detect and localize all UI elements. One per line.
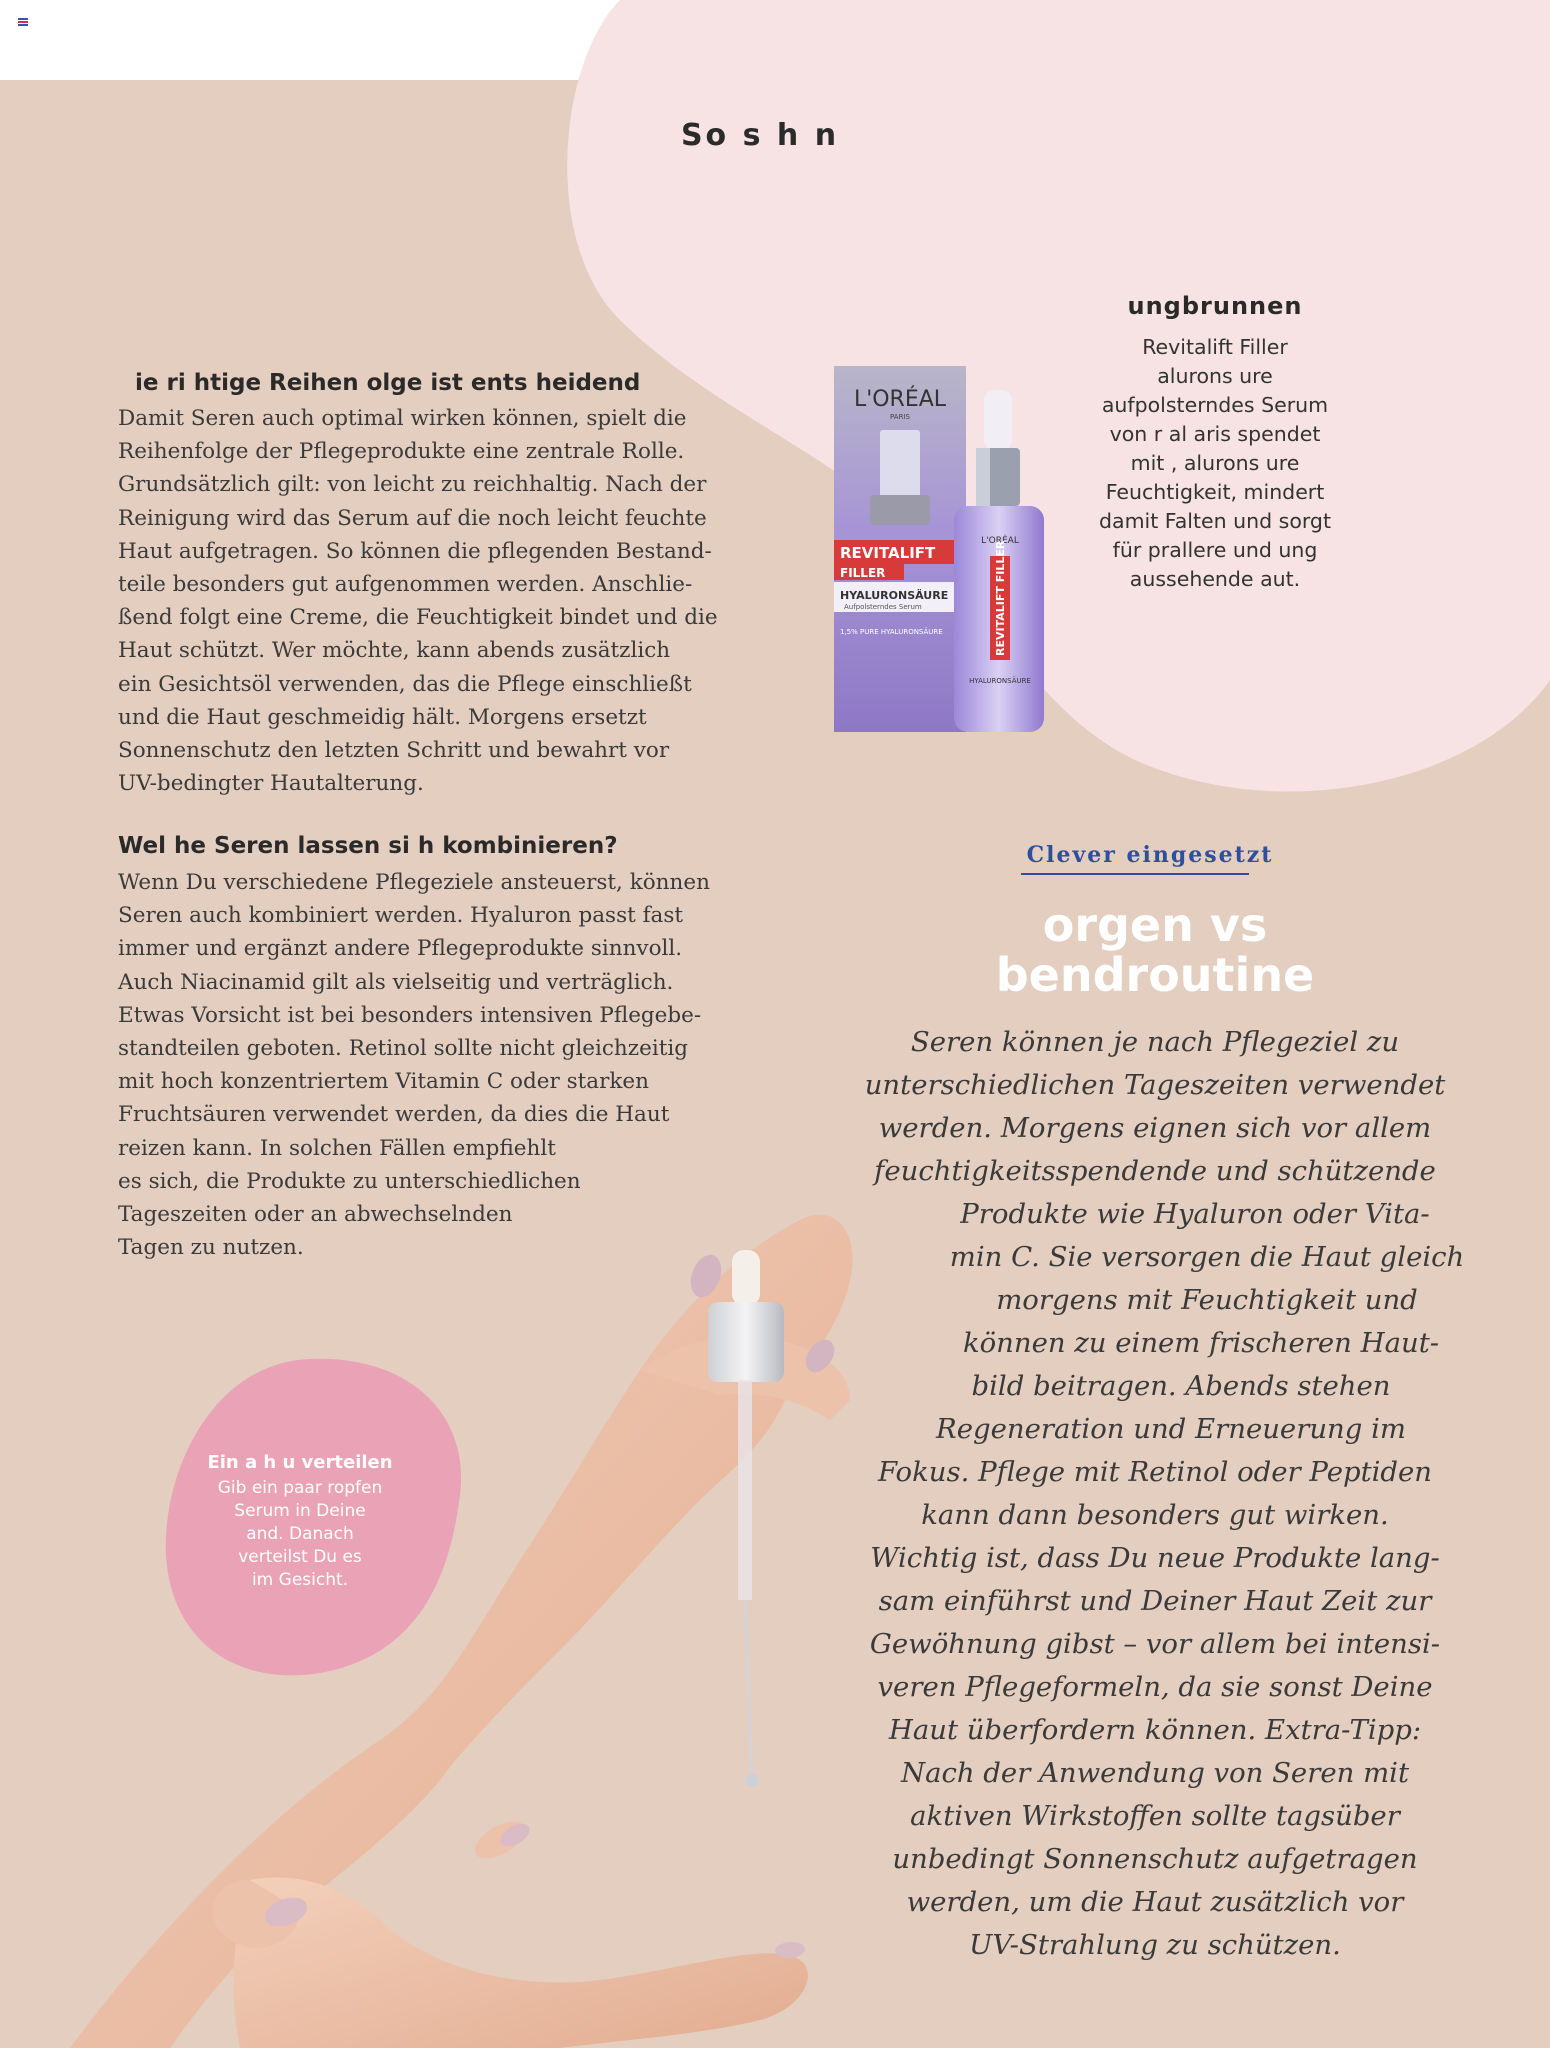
kicker-underline (1021, 873, 1249, 875)
hamburger-menu-icon[interactable] (18, 18, 28, 26)
feature-line: aktiven Wirkstoffen sollte tagsüber (910, 1800, 1400, 1832)
product-line: für prallere und ung (1112, 538, 1318, 562)
tip-line: Gib ein paar ropfen (217, 1478, 383, 1498)
box-band-3: HYALURONSÄURE (840, 589, 949, 602)
feature-line: werden, um die Haut zusätzlich vor (906, 1886, 1404, 1918)
product-line: damit Falten und sorgt (1099, 509, 1331, 533)
body-line: ßend folgt eine Creme, die Feuchtigkeit bindet und die (118, 605, 718, 631)
feature-title-line-2: bendroutine (995, 948, 1315, 1002)
section-heading-combine: Wel he Seren lassen si h kombinieren? (118, 833, 618, 859)
product-box (834, 366, 966, 732)
bottle-brand: L'ORÉAL (981, 536, 1019, 546)
feature-line: morgens mit Feuchtigkeit und (996, 1284, 1418, 1316)
product-line: aufpolsterndes Serum (1101, 393, 1329, 417)
product-line: Feuchtigkeit, mindert (1105, 480, 1325, 504)
body-line: es sich, die Produkte zu unterschiedlichen (118, 1168, 581, 1194)
body-line: Auch Niacinamid gilt als vielseitig und verträglich. (118, 969, 674, 995)
feature-line: Fokus. Pflege mit Retinol oder Peptiden (877, 1456, 1433, 1488)
feature-line: kann dann besonders gut wirken. (921, 1499, 1389, 1531)
dropper-icon (708, 1250, 784, 1787)
feature-line: Produkte wie Hyaluron oder Vita- (960, 1198, 1430, 1230)
box-brand-sub: PARIS (890, 413, 910, 421)
body-line: ein Gesichtsöl verwenden, das die Pflege einschließt (118, 671, 692, 697)
section-heading-order: ie ri htige Reihen olge ist ents heidend (135, 370, 641, 396)
feature-line: Haut überfordern können. Extra-Tipp: (888, 1714, 1422, 1746)
body-line: Wenn Du verschiedene Pflegeziele ansteuerst, können (118, 870, 710, 895)
body-line: Haut aufgetragen. So können die pflegenden Bestand- (118, 538, 712, 564)
feature-line: sam einführst und Deiner Haut Zeit zur (878, 1585, 1432, 1617)
tip-line: Serum in Deine (234, 1501, 366, 1521)
box-band-2: FILLER (840, 566, 886, 580)
bottle-band: REVITALIFT FILLER (994, 540, 1007, 656)
feature-line: unterschiedlichen Tageszeiten verwendet (864, 1069, 1446, 1101)
feature-line: UV-Strahlung zu schützen. (969, 1929, 1341, 1961)
product-line: von r al aris spendet (1109, 422, 1321, 446)
body-line: Reihenfolge der Pflegeprodukte eine zentrale Rolle. (118, 439, 685, 465)
tip-line: im Gesicht. (251, 1570, 349, 1590)
feature-line: veren Pflegeformeln, da sie sonst Deine (877, 1671, 1433, 1703)
feature-line: unbedingt Sonnenschutz aufgetragen (892, 1843, 1418, 1875)
box-band-4: Aufpolsterndes Serum (844, 603, 922, 611)
tip-line: and. Danach (246, 1524, 354, 1544)
product-line: mit , alurons ure (1130, 451, 1300, 475)
section-kicker: Clever eingesetzt (1026, 842, 1274, 868)
product-image (830, 360, 1090, 760)
body-line: Etwas Vorsicht ist bei besonders intensiven Pflegebe- (118, 1002, 702, 1028)
body-line: mit hoch konzentriertem Vitamin C oder starken (118, 1069, 649, 1095)
box-band-5: 1,5% PURE HYALURONSÄURE (840, 628, 943, 636)
feature-line: feuchtigkeitsspendende und schützende (874, 1155, 1436, 1187)
box-brand: L'ORÉAL (853, 387, 947, 412)
feature-title-line-1: orgen vs (1042, 898, 1268, 952)
body-line: Grundsätzlich gilt: von leicht zu reichhaltig. Nach der (118, 472, 707, 498)
body-line: Tageszeiten oder an abwechselnden (118, 1202, 513, 1228)
product-bottle (954, 390, 1044, 732)
bottle-text: HYALURONSÄURE (969, 677, 1031, 685)
feature-line: können zu einem frischeren Haut- (962, 1327, 1440, 1359)
body-line: und die Haut geschmeidig hält. Morgens ersetzt (118, 704, 647, 730)
body-line: teile besonders gut aufgenommen werden. Anschlie- (118, 572, 693, 598)
feature-line: Nach der Anwendung von Seren mit (901, 1757, 1409, 1789)
body-line: Haut schützt. Wer möchte, kann abends zusätzlich (118, 638, 671, 664)
box-band-1: REVITALIFT (840, 544, 936, 562)
body-line: Damit Seren auch optimal wirken können, spielt die (118, 406, 687, 431)
body-line: Reinigung wird das Serum auf die noch leicht feuchte (118, 505, 707, 531)
body-line: UV-bedingter Hautalterung. (118, 771, 424, 797)
product-line: alurons ure (1157, 364, 1273, 388)
feature-line: Seren können je nach Pflegeziel zu (910, 1026, 1400, 1058)
product-line: aussehende aut. (1129, 567, 1301, 591)
feature-line: Wichtig ist, dass Du neue Produkte lang- (870, 1542, 1440, 1574)
feature-line: Regeneration und Erneuerung im (936, 1413, 1406, 1445)
product-heading: ungbrunnen (1127, 292, 1303, 320)
body-line: immer und ergänzt andere Pflegeprodukte sinnvoll. (118, 936, 683, 962)
product-line: Revitalift Filler (1142, 335, 1288, 359)
body-line: standteilen geboten. Retinol sollte nicht gleichzeitig (118, 1036, 688, 1062)
body-line: Seren auch kombiniert werden. Hyaluron passt fast (118, 903, 684, 929)
feature-line: werden. Morgens eignen sich vor allem (878, 1112, 1432, 1144)
feature-line: bild beitragen. Abends stehen (971, 1370, 1391, 1402)
section-body-order (118, 402, 718, 800)
feature-line: min C. Sie versorgen die Haut gleich (949, 1241, 1465, 1273)
body-line: Tagen zu nutzen. (118, 1235, 304, 1261)
tip-heading: Ein a h u verteilen (207, 1452, 393, 1473)
page-title: So s h n (680, 118, 840, 153)
body-line: Sonnenschutz den letzten Schritt und bewahrt vor (118, 738, 670, 764)
body-line: Fruchtsäuren verwendet werden, da dies die Haut (118, 1102, 670, 1128)
tip-line: verteilst Du es (238, 1547, 362, 1567)
body-line: reizen kann. In solchen Fällen empfiehlt (118, 1135, 556, 1161)
feature-line: Gewöhnung gibst – vor allem bei intensi- (869, 1628, 1441, 1660)
